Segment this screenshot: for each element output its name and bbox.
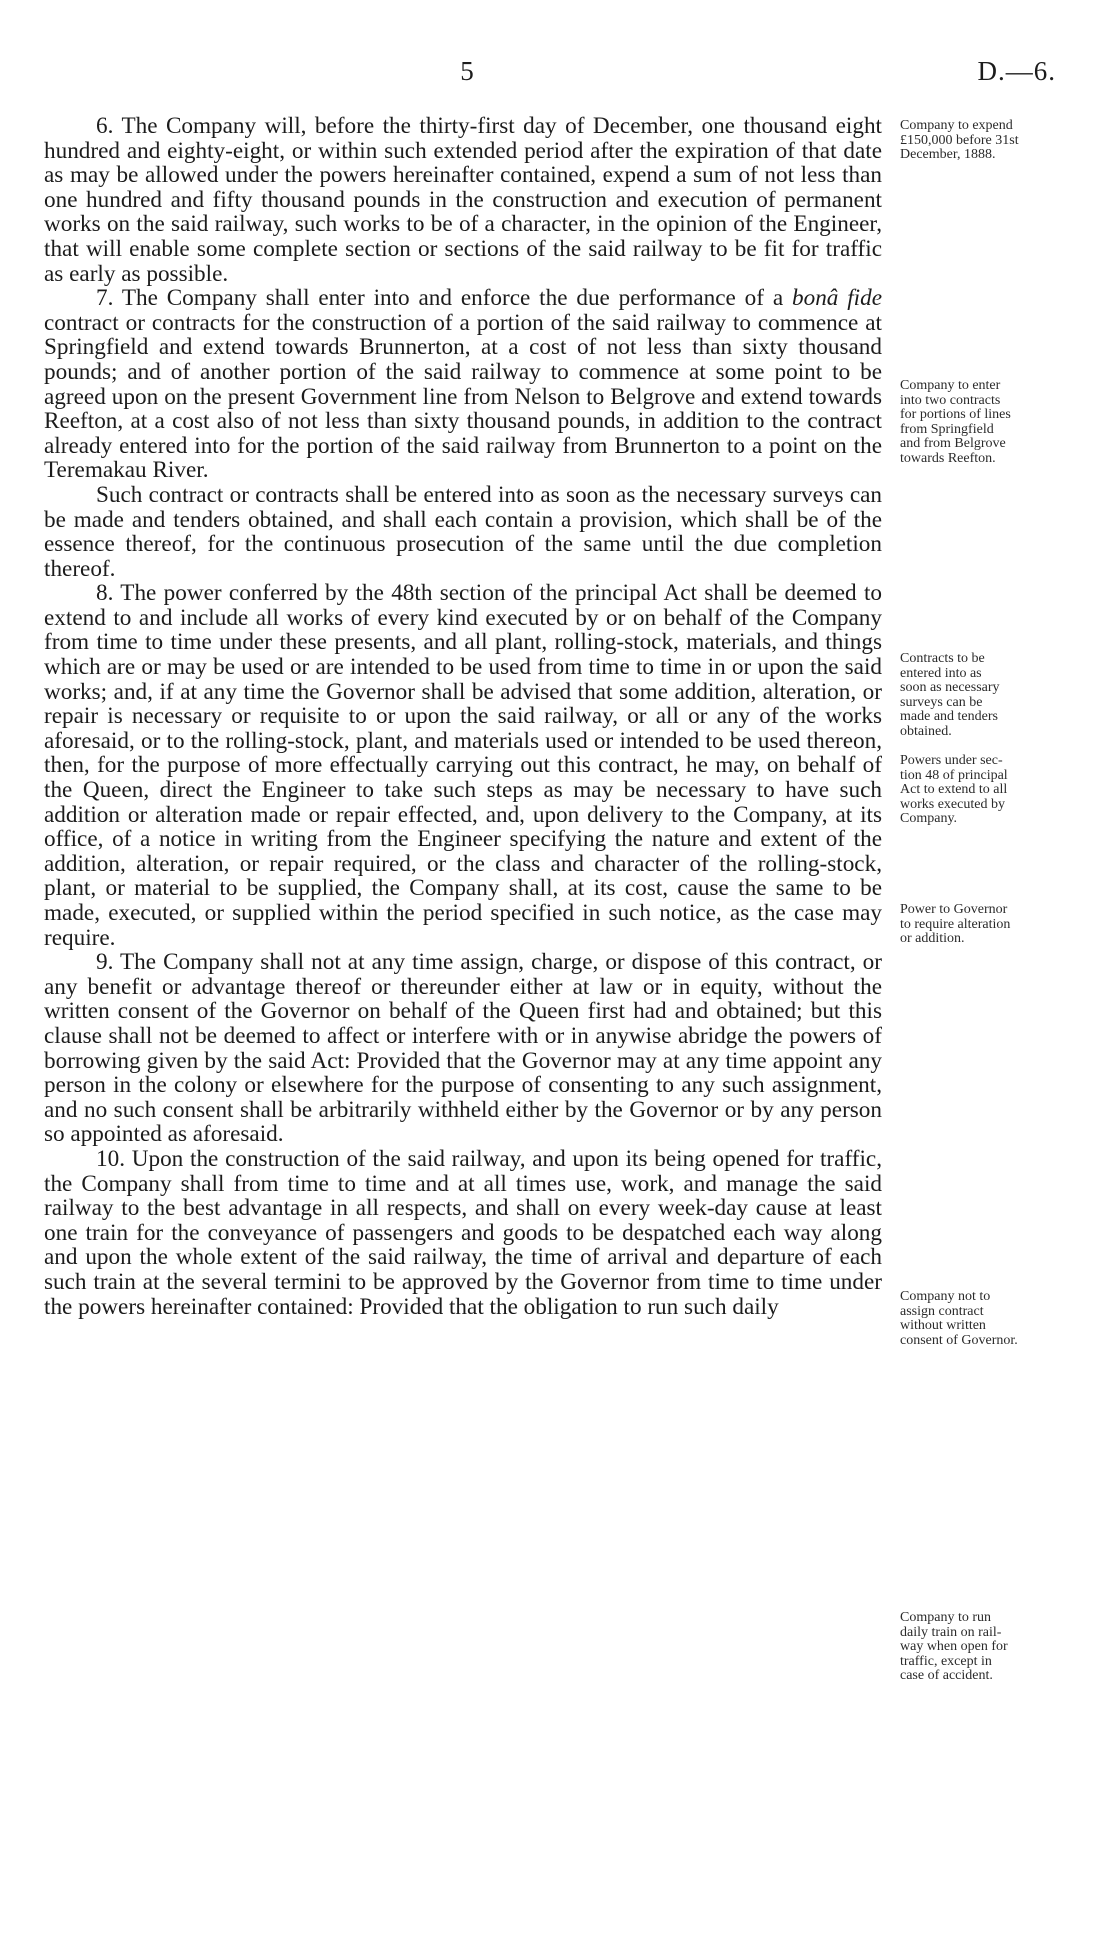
margin-note-line: Powers under sec- xyxy=(900,753,1003,768)
margin-note-line: made and tenders xyxy=(900,709,998,725)
margin-note-line: for portions of lines xyxy=(900,407,1011,423)
margin-note-line: assign contract xyxy=(900,1303,984,1319)
margin-note-clause-7 xyxy=(900,379,1072,467)
clause-6: 6. The Company will, before the thirty-first day of December, one thousand eight hundred and eighty-eight, or within such extended period after the expiration of that date as may be allowed under the powers hereinafter contained, expend a sum of not less than one hundred and fifty thousand pounds in the construction and execution of permanent works on the said railway, such works to be of a character, in the opinion of the Engineer, that will enable some complete section or sections of the said railway to be fit for traffic as early as possible. xyxy=(44,113,882,287)
margin-note-line: towards Reefton. xyxy=(900,450,996,466)
margin-note-line: obtained. xyxy=(900,723,952,739)
body-text xyxy=(44,114,882,1319)
margin-note-contracts xyxy=(900,652,1072,740)
margin-note-line: £150,000 before 31st xyxy=(900,132,1019,148)
margin-note-line: Contracts to be xyxy=(900,651,985,666)
margin-note-clause-8 xyxy=(900,754,1072,827)
clause-7-text-before: 7. The Company shall enter into and enforce the due performance of a xyxy=(96,285,792,312)
margin-note-line: way when open for xyxy=(900,1639,1008,1655)
margin-note-line: December, 1888. xyxy=(900,147,996,163)
margin-note-line: tion 48 of principal xyxy=(900,767,1008,783)
clause-8: 8. The power conferred by the 48th section of the principal Act shall be deemed to extend to and include all works of every kind executed by or on behalf of the Company from time to time under these presents, and all plant, rolling-stock, materials, and things which are or may be used or are intended to be used from time to time in or upon the said works; and, if at any time the Governor shall be advised that some addition, alteration, or repair is necessary or requisite to or upon the said railway, or all or any of the works aforesaid, or to the rolling-stock, plant, and materials used or intended to be used thereon, then, for the purpose of more effectually carrying out this contract, he may, on behalf of the Queen, direct the Engineer to take such steps as may be necessary to have such addition or alteration made or repair effected, and, upon delivery to the Company, at its office, of a notice in writing from the Engineer specifying the nature and extent of the addition, alteration, or repair required, or the class and character of the rolling-stock, plant, or material to be supplied, the Company shall, at its cost, cause the same to be made, executed, or supplied within the period specified in such notice, as the case may require. xyxy=(44,580,882,951)
margin-note-clause-9 xyxy=(900,1290,1072,1348)
margin-note-line: Company to expend xyxy=(900,118,1013,133)
page-number: 5 xyxy=(460,56,474,86)
margin-note-clause-6 xyxy=(900,119,1072,163)
margin-note-line: Company to enter xyxy=(900,378,1001,393)
margin-note-line: or addition. xyxy=(900,931,965,947)
margin-note-line: Company. xyxy=(900,811,958,827)
margin-note-line: daily train on rail- xyxy=(900,1624,1002,1640)
margin-note-line: case of accident. xyxy=(900,1668,993,1684)
margin-note-line: and from Belgrove xyxy=(900,436,1006,452)
clause-9: 9. The Company shall not at any time assign, charge, or dispose of this contract, or any benefit or advantage thereof or thereunder either at law or in equity, without the written consent of the Governor on behalf of the Queen first had and obtained; but this clause shall not be deemed to affect or interfere with or in anywise abridge the powers of borrowing given by the said Act: Provided that the Governor may at any time appoint any person in the colony or elsewhere for the purpose of consenting to any such assignment, and no such consent shall be arbitrarily withheld either by the Governor or by any person so appointed as aforesaid. xyxy=(44,949,882,1148)
margin-note-line: Company not to xyxy=(900,1289,991,1304)
margin-note-line: into two contracts xyxy=(900,392,1001,408)
document-reference: D.—6. xyxy=(977,56,1056,86)
clause-7-italic: bonâ fide xyxy=(792,285,882,312)
margin-note-line: Act to extend to all xyxy=(900,782,1008,798)
margin-note-line: entered into as xyxy=(900,665,982,681)
clause-7 xyxy=(44,286,882,483)
margin-note-line: surveys can be xyxy=(900,694,983,710)
clause-7-continued: Such contract or contracts shall be entered into as soon as the necessary surveys can be made and tenders obtained, and shall each contain a provision, which shall be of the essence thereof, for the continuous prosecution of the same until the due completion thereof. xyxy=(44,481,882,582)
margin-note-line: from Springfield xyxy=(900,421,994,437)
margin-note-line: consent of Governor. xyxy=(900,1332,1018,1348)
margin-note-clause-10 xyxy=(900,1611,1072,1684)
margin-note-line: Company to run xyxy=(900,1610,991,1625)
margin-note-line: to require alteration xyxy=(900,916,1011,932)
clause-7-text-after: contract or contracts for the construction of a portion of the said railway to commence at Springfield and extend towards Brunnerton, at a cost of not less than sixty thousand pounds; and of another portion of the said railway to commence at some point to be agreed upon on the present Government line from Nelson to Belgrove and extend towards Reefton, at a cost also of not less than sixty thousand pounds, in addition to the contract already entered into for the portion of the said railway from Brunnerton to a point on the Teremakau River. xyxy=(44,309,882,484)
margin-note-line: soon as necessary xyxy=(900,680,1000,696)
margin-note-line: without written xyxy=(900,1318,986,1334)
margin-note-governor-power xyxy=(900,903,1072,947)
margin-note-line: works executed by xyxy=(900,796,1005,812)
margin-note-line: Power to Governor xyxy=(900,902,1008,917)
clause-10: 10. Upon the construction of the said railway, and upon its being opened for traffic, the Company shall from time to time and at all times use, work, and manage the said railway to the best advantage in all respects, and shall on every week-day cause at least one train for the conveyance of passengers and goods to be despatched each way along and upon the whole extent of the said railway, the time of arrival and departure of each such train at the several termini to be approved by the Governor from time to time under the powers hereinafter contained: Provided that the obligation to run such daily xyxy=(44,1145,882,1320)
margin-note-line: traffic, except in xyxy=(900,1653,992,1669)
